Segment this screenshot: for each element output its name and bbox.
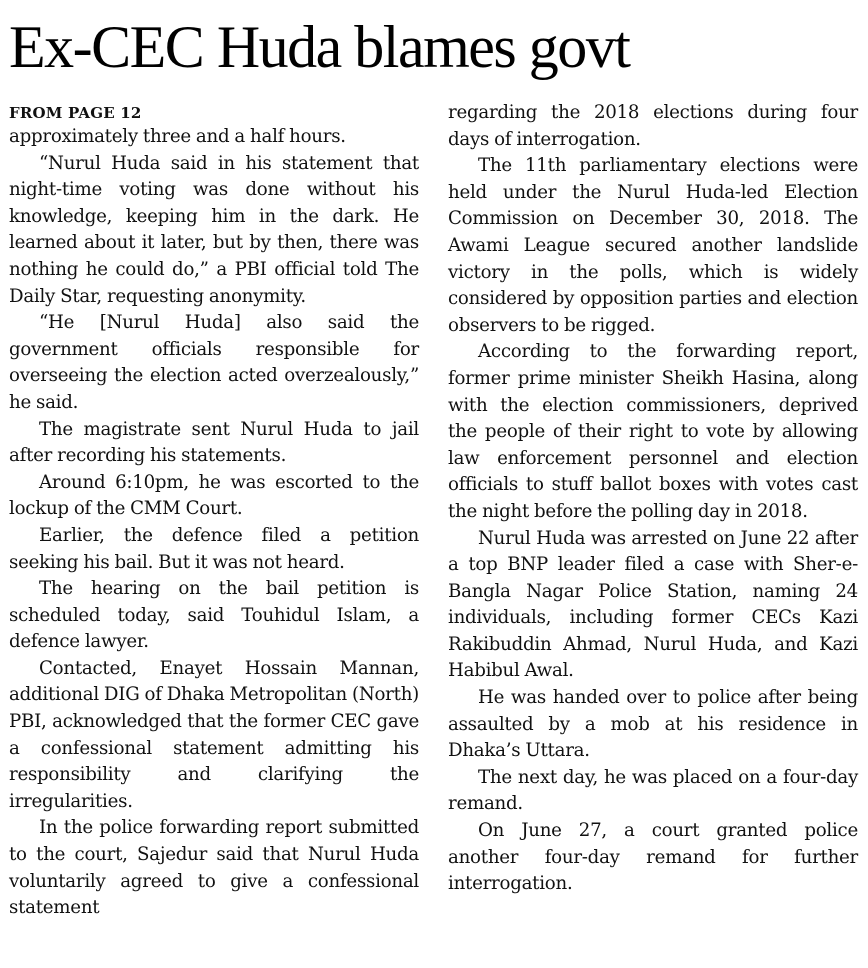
paragraph: Around 6:10pm, he was escorted to the lockup of the CMM Court. [9,471,419,520]
paragraph: The next day, he was placed on a four-day remand. [448,766,858,815]
paragraph: Nurul Huda was arrested on June 22 after a top BNP leader filed a case with Sher-e-Bangla Nagar Police Station, naming 24 individuals, including former CECs Kazi Rakibuddin Ahmad, Nurul Huda, and Kazi Habibul Awal. [448,527,858,682]
paragraph: Earlier, the defence filed a petition seeking his bail. But it was not heard. [9,524,419,573]
paragraph: The magistrate sent Nurul Huda to jail after recording his statements. [9,418,419,467]
paragraph: The hearing on the bail petition is scheduled today, said Touhidul Islam, a defence lawyer. [9,578,419,653]
paragraph: According to the forwarding report, former prime minister Sheikh Hasina, along with the election commissioners, deprived the people of their right to vote by allowing law enforcement personnel and election officials to stuff ballot boxes with votes cast the night before the polling day in 2018. [448,341,858,522]
paragraph: approximately three and a half hours. [9,126,346,147]
right-column [448,100,858,898]
continuation-kicker: FROM PAGE 12 [9,104,142,122]
left-column [9,100,419,922]
paragraph: He was handed over to police after being assaulted by a mob at his residence in Dhaka’s Uttara. [448,687,858,762]
paragraph: The 11th parliamentary elections were held under the Nurul Huda-led Election Commission on December 30, 2018. The Awami League secured another landslide victory in the polls, which is widely considered by opposition parties and election observers to be rigged. [448,155,858,336]
headline: Ex-CEC Huda blames govt [9,14,630,80]
paragraph: “He [Nurul Huda] also said the government officials responsible for overseeing the election acted overzealously,” he said. [9,312,419,413]
paragraph: In the police forwarding report submitted to the court, Sajedur said that Nurul Huda voluntarily agreed to give a confessional statement [9,817,419,919]
paragraph: “Nurul Huda said in his statement that night-time voting was done without his knowledge, keeping him in the dark. He learned about it later, but by then, there was nothing he could do,” a PBI official told The Daily Star, requesting anonymity. [9,152,419,307]
paragraph: On June 27, a court granted police another four-day remand for further interrogation. [448,820,858,895]
paragraph: Contacted, Enayet Hossain Mannan, additional DIG of Dhaka Metropolitan (North) PBI, acknowledged that the former CEC gave a confessional statement admitting his responsibility and clarifying the irregularities. [9,657,419,812]
paragraph: regarding the 2018 elections during four days of interrogation. [448,102,858,150]
